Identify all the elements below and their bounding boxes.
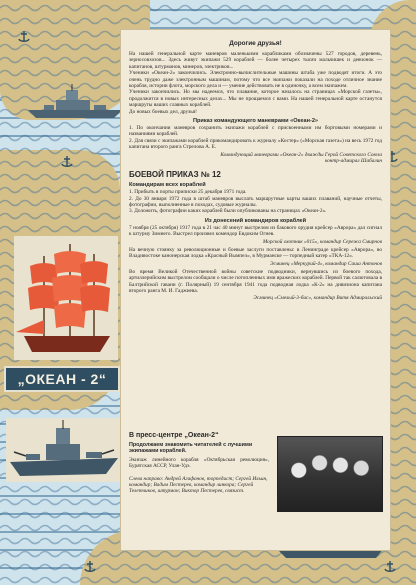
reports-title: Из донесений командиров кораблей [204,217,307,224]
sailing-ship-illustration [14,236,118,360]
press-center-section [129,432,269,495]
report-text: На вечную стоянку за революционные и боевые заслуги поставлены: в Ленинграде крейсер «Аврора», во Владивостоке канонерская лодка «Красный Вымпел», в Мурманске — торпедный катер «ТКА-12». [129,246,382,260]
anchor-icon [84,560,96,574]
order2-item: 3. Доложить, фотографии каких кораблей были опубликованы на страницах «Океан-2». [129,208,327,215]
report-signature: Эсминец «Смелый-3-бис», командир Витя Адмиральский [253,295,382,302]
greeting-heading: Дорогие друзья! [229,40,282,47]
order2-sub: Командирам всех кораблей [129,182,206,189]
order1-title: Приказ командующего маневрами «Океан-2» [192,118,319,125]
crew-photo [277,436,383,512]
anchor-icon [18,30,30,44]
battleship-illustration [6,418,122,482]
intro-paragraph: До новых боевых дел, друзья! [129,108,197,115]
press-text: Экипаж линейного корабля «Октябрьская революция», Бурятская АССР, Улан-Удэ. [129,456,269,470]
report-text: 7 ноября (25 октября) 1917 года в 21 час 40 минут выстрелом из бакового орудия крейсер «Аврора» дал сигнал к штурму Зимнего. Выстрел произвел комендор Евдоким Огнев. [129,224,382,238]
order2-title: БОЕВОЙ ПРИКАЗ № 12 [129,170,221,180]
order1-item: 1. По окончании маневров сохранить экипажи кораблей с присвоенными им бортовыми номерами и названиями кораблей. [129,125,382,138]
intro-paragraph: Ученики закончились. Но мы надеемся, что плавание, которое началось на страницах «Морской газеты», продолжится в новых интересных делах... Мы не прощаемся с вами. На нашей генеральной карте останутся маршруты ваших славных кораблей. [129,89,382,109]
report-signature: Морской охотник «015», командир Сережа Смирнов [262,238,382,245]
report-text: Во время Великой Отечественной войны советские подводники, вернувшись из боевого похода, артиллерийским выстрелом сообщали о числе потопленных ими вражеских кораблей. Первой так салютовала в Балтрийской гавани (г. Полярный) 19 сентября 1941 года подводная лодка «К-2» на дивизиона капитана второго ранга М. И. Гаджиева. [129,268,382,294]
intro-paragraph: На нашей генеральной карте маневров маленькими корабликами обозначены 527 городов, деревень, зерносовхозов... Здесь живут экипажи 529 кораблей — более четырех тысяч мальчишек и девчонок — капитанов, штурманов, минеров, электриков... [129,51,382,70]
intro-paragraph: Ученики «Океан-2» закончились. Электронно-вычислительные машины штаба уже подводят итоги. А это очень трудно даже электронным машинам, потому что все экипажи показали на походе отличное знание корабля, истории флота, морского дела и — умение действовать не в одиночку, а всем экипажем. [129,70,382,90]
report-signature: Эсминец «Меркурий-4», командир Саша Антонов [270,260,382,267]
order1-item: 2. Для связи с экипажами кораблей прикомандировать к журналу «Костер» («Морская газета») на весь 1972 год капитана второго ранга Стрелова А. Е. [129,137,382,151]
order1-signature-line2: контр-адмирал Шабалин [324,157,382,164]
anchor-icon [384,560,396,574]
order1-signature-line1: Командующий маневрами «Океан-2» дважды Герой Советского Союза [220,151,382,158]
press-caption: Слева направо: Андрей Агафонов, торпедист; Сергей Ильин, командир; Вадим Пестерев, командир линкора; Сергей Телетчиков, штурман; Виктор Пестерев, связист. [129,475,268,495]
article-panel [121,30,390,550]
order2-item: 1. Прибыть в порты приписки 25 декабря 1971 года. [129,189,247,196]
press-title: В пресс-центре „Океан-2“ [129,432,219,439]
okean-2-badge: „ОКЕАН - 2“ [4,366,120,392]
warship-illustration [26,84,124,120]
order2-item: 2. До 30 января 1972 года в штаб маневров выслать маршрутные карты ваших плаваний, научные отчеты, фотографии, выполненные в походах, судовые журналы. [129,195,382,208]
anchor-icon [61,155,73,169]
press-lead: Продолжаем знакомить читателей с лучшими экипажами кораблей. [129,442,253,455]
order1-signature [129,152,382,164]
